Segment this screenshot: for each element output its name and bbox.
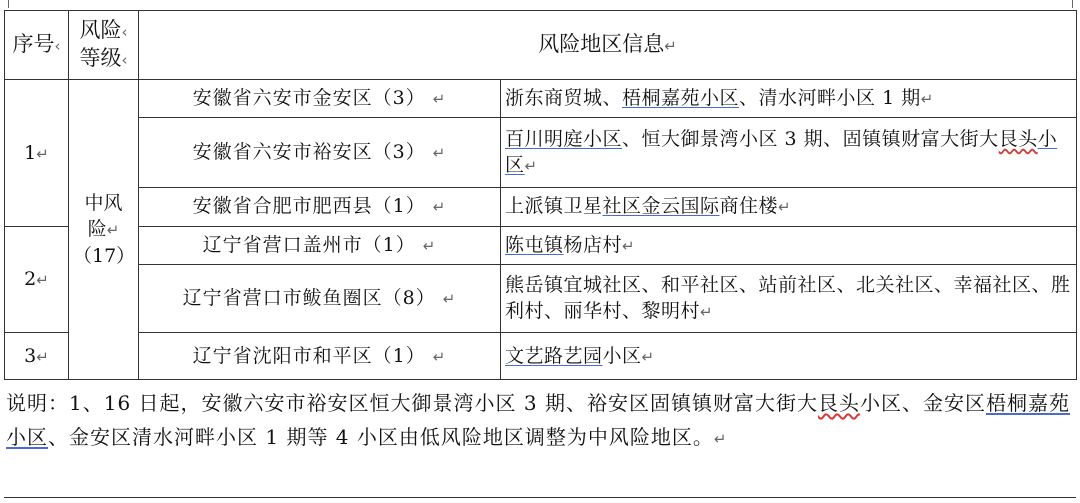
table-row [5, 188, 1077, 226]
region-cell: 辽宁省营口市鲅鱼圈区（8） ↵ [139, 264, 501, 332]
table-header-row [5, 11, 1077, 80]
header-index: 序号‹ [5, 11, 69, 80]
places-cell: 百川明庭小区、恒大御景湾小区 3 期、固镇镇财富大街大艮头小区↵ [501, 117, 1077, 187]
region-cell: 辽宁省营口盖州市（1） ↵ [139, 226, 501, 264]
margin-corner-mark [8, 0, 9, 8]
header-level: 风险‹ 等级‹ [69, 11, 139, 80]
places-cell: 浙东商贸城、梧桐嘉苑小区、清水河畔小区 1 期↵ [501, 80, 1077, 117]
region-cell: 安徽省合肥市肥西县（1） ↵ [139, 188, 501, 226]
margin-corner-mark [1072, 0, 1073, 8]
table-row [5, 264, 1077, 332]
places-cell: 上派镇卫星社区金云国际商住楼↵ [501, 188, 1077, 226]
group-index-3: 3↵ [5, 333, 69, 380]
note-paragraph: 说明：1、16 日起，安徽六安市裕安区恒大御景湾小区 3 期、裕安区固镇镇财富大街大艮头小区、金安区梧桐嘉苑小区、金安区清水河畔小区 1 期等 4 小区由低风险地区调整为中风险地区。↵ [6, 391, 1070, 449]
region-cell: 安徽省六安市金安区（3） ↵ [139, 80, 501, 117]
group-index-1: 1↵ [5, 80, 69, 226]
risk-area-table [4, 10, 1077, 380]
places-cell: 文艺路艺园小区↵ [501, 333, 1077, 380]
places-cell: 熊岳镇宜城社区、和平社区、站前社区、北关社区、幸福社区、胜利村、丽华村、黎明村↵ [501, 264, 1077, 332]
table-row [5, 117, 1077, 187]
table-row [5, 333, 1077, 380]
places-cell: 陈屯镇杨店村↵ [501, 226, 1077, 264]
note-bottom-border [4, 497, 1076, 498]
header-info: 风险地区信息↵ [139, 11, 1077, 80]
region-cell: 安徽省六安市裕安区（3） ↵ [139, 117, 501, 187]
level-cell: 中风 险↵ （17） [69, 80, 139, 380]
table-row [5, 226, 1077, 264]
table-row [5, 80, 1077, 117]
region-cell: 辽宁省沈阳市和平区（1） ↵ [139, 333, 501, 380]
group-index-2: 2↵ [5, 226, 69, 333]
